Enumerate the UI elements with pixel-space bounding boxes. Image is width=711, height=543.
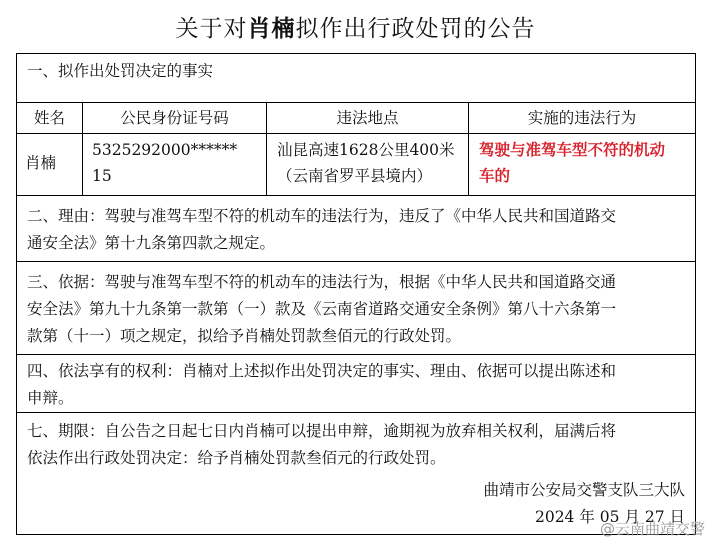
section-deadline xyxy=(17,413,695,534)
section-rights-line2: 申辩。 xyxy=(27,389,74,407)
title-name: 肖楠 xyxy=(247,15,296,42)
section-reason-line1: 二、理由：驾驶与准驾车型不符的机动车的违法行为，违反了《中华人民共和国道路交 xyxy=(27,207,617,225)
section-rights-line1: 四、依法享有的权利：肖楠对上述拟作出处罚决定的事实、理由、依据可以提出陈述和 xyxy=(27,362,617,380)
section-facts-heading-row xyxy=(17,54,695,103)
table-row xyxy=(17,134,695,196)
section-basis-line1: 三、依据：驾驶与准驾车型不符的机动车的违法行为，根据《中华人民共和国道路交通 xyxy=(27,273,617,291)
cell-location xyxy=(267,134,469,195)
section-reason-line2: 通安全法》第十九条第四款之规定。 xyxy=(27,234,276,252)
section-basis xyxy=(17,262,695,355)
header-name: 姓名 xyxy=(17,103,83,133)
title-suffix: 拟作出行政处罚的公告 xyxy=(295,16,536,42)
section-basis-line2: 安全法》第九十九条第一款第（一）款及《云南省道路交通安全条例》第八十六条第一 xyxy=(27,300,617,318)
header-id: 公民身份证号码 xyxy=(83,103,267,133)
person-name: 肖楠 xyxy=(25,154,57,172)
section-deadline-text xyxy=(17,413,695,472)
cell-id xyxy=(83,134,267,195)
notice-table xyxy=(16,53,696,535)
table-header-row xyxy=(17,103,695,134)
section-basis-line3: 款第（十一）项之规定，拟给予肖楠处罚款叁佰元的行政处罚。 xyxy=(27,327,462,345)
section-deadline-line1: 七、期限：自公告之日起七日内肖楠可以提出申辩，逾期视为放弃相关权利，届满后将 xyxy=(27,422,617,440)
weibo-watermark xyxy=(600,518,705,539)
location-line2: （云南省罗平县境内） xyxy=(277,167,433,185)
section-reason xyxy=(17,196,695,262)
violation-line2: 车的 xyxy=(479,166,511,185)
signature-authority: 曲靖市公安局交警支队三大队 xyxy=(483,481,685,499)
location-line1: 汕昆高速1628公里400米 xyxy=(277,141,455,159)
watermark-text: @云南曲靖交警 xyxy=(599,520,705,538)
header-violation: 实施的违法行为 xyxy=(527,109,637,127)
id-number-line1: 5325292000****** xyxy=(92,141,238,159)
section-deadline-line2: 依法作出行政处罚决定：给予肖楠处罚款叁佰元的行政处罚。 xyxy=(27,449,446,467)
title-prefix: 关于对 xyxy=(175,16,248,42)
cell-name xyxy=(17,134,83,195)
section-rights xyxy=(17,355,695,413)
cell-violation xyxy=(469,134,695,195)
header-location: 违法地点 xyxy=(267,103,469,133)
violation-line1: 驾驶与准驾车型不符的机动 xyxy=(479,140,666,159)
id-number-line2: 15 xyxy=(92,167,112,185)
section-facts-heading: 一、拟作出处罚决定的事实 xyxy=(27,62,214,80)
signature-date-text: 2024 年 05 月 27 日 xyxy=(534,508,685,526)
page-title xyxy=(0,10,711,43)
